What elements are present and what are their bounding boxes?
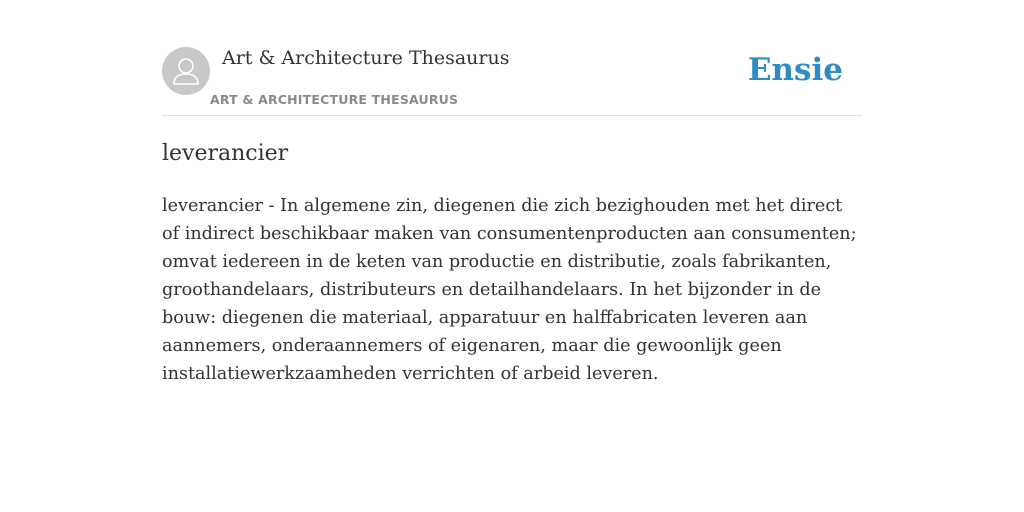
source-label[interactable]: ART & ARCHITECTURE THESAURUS xyxy=(210,92,459,107)
author-name[interactable]: Art & Architecture Thesaurus xyxy=(222,47,510,69)
entry-definition: leverancier - In algemene zin, diegenen die zich bezighouden met het direct of indirect beschikbaar maken van consumentenproducten aan consumenten; omvat iedereen in de keten van productie en distributie, zoals fabrikanten, groothandelaars, distributeurs en detailhandelaars. In het bijzonder in de bouw: diegenen die materiaal, apparatuur en halffabricaten leveren aan aannemers, onderaannemers of eigenaren, maar die gewoonlijk geen installatiewerkzaamheden verrichten of arbeid leveren. xyxy=(162,196,857,384)
page-container xyxy=(162,0,862,384)
brand-logo[interactable]: Ensie xyxy=(747,52,843,88)
entry-title: leverancier xyxy=(162,141,289,166)
page-header xyxy=(162,0,862,116)
user-icon xyxy=(162,47,210,95)
avatar[interactable] xyxy=(162,47,210,95)
